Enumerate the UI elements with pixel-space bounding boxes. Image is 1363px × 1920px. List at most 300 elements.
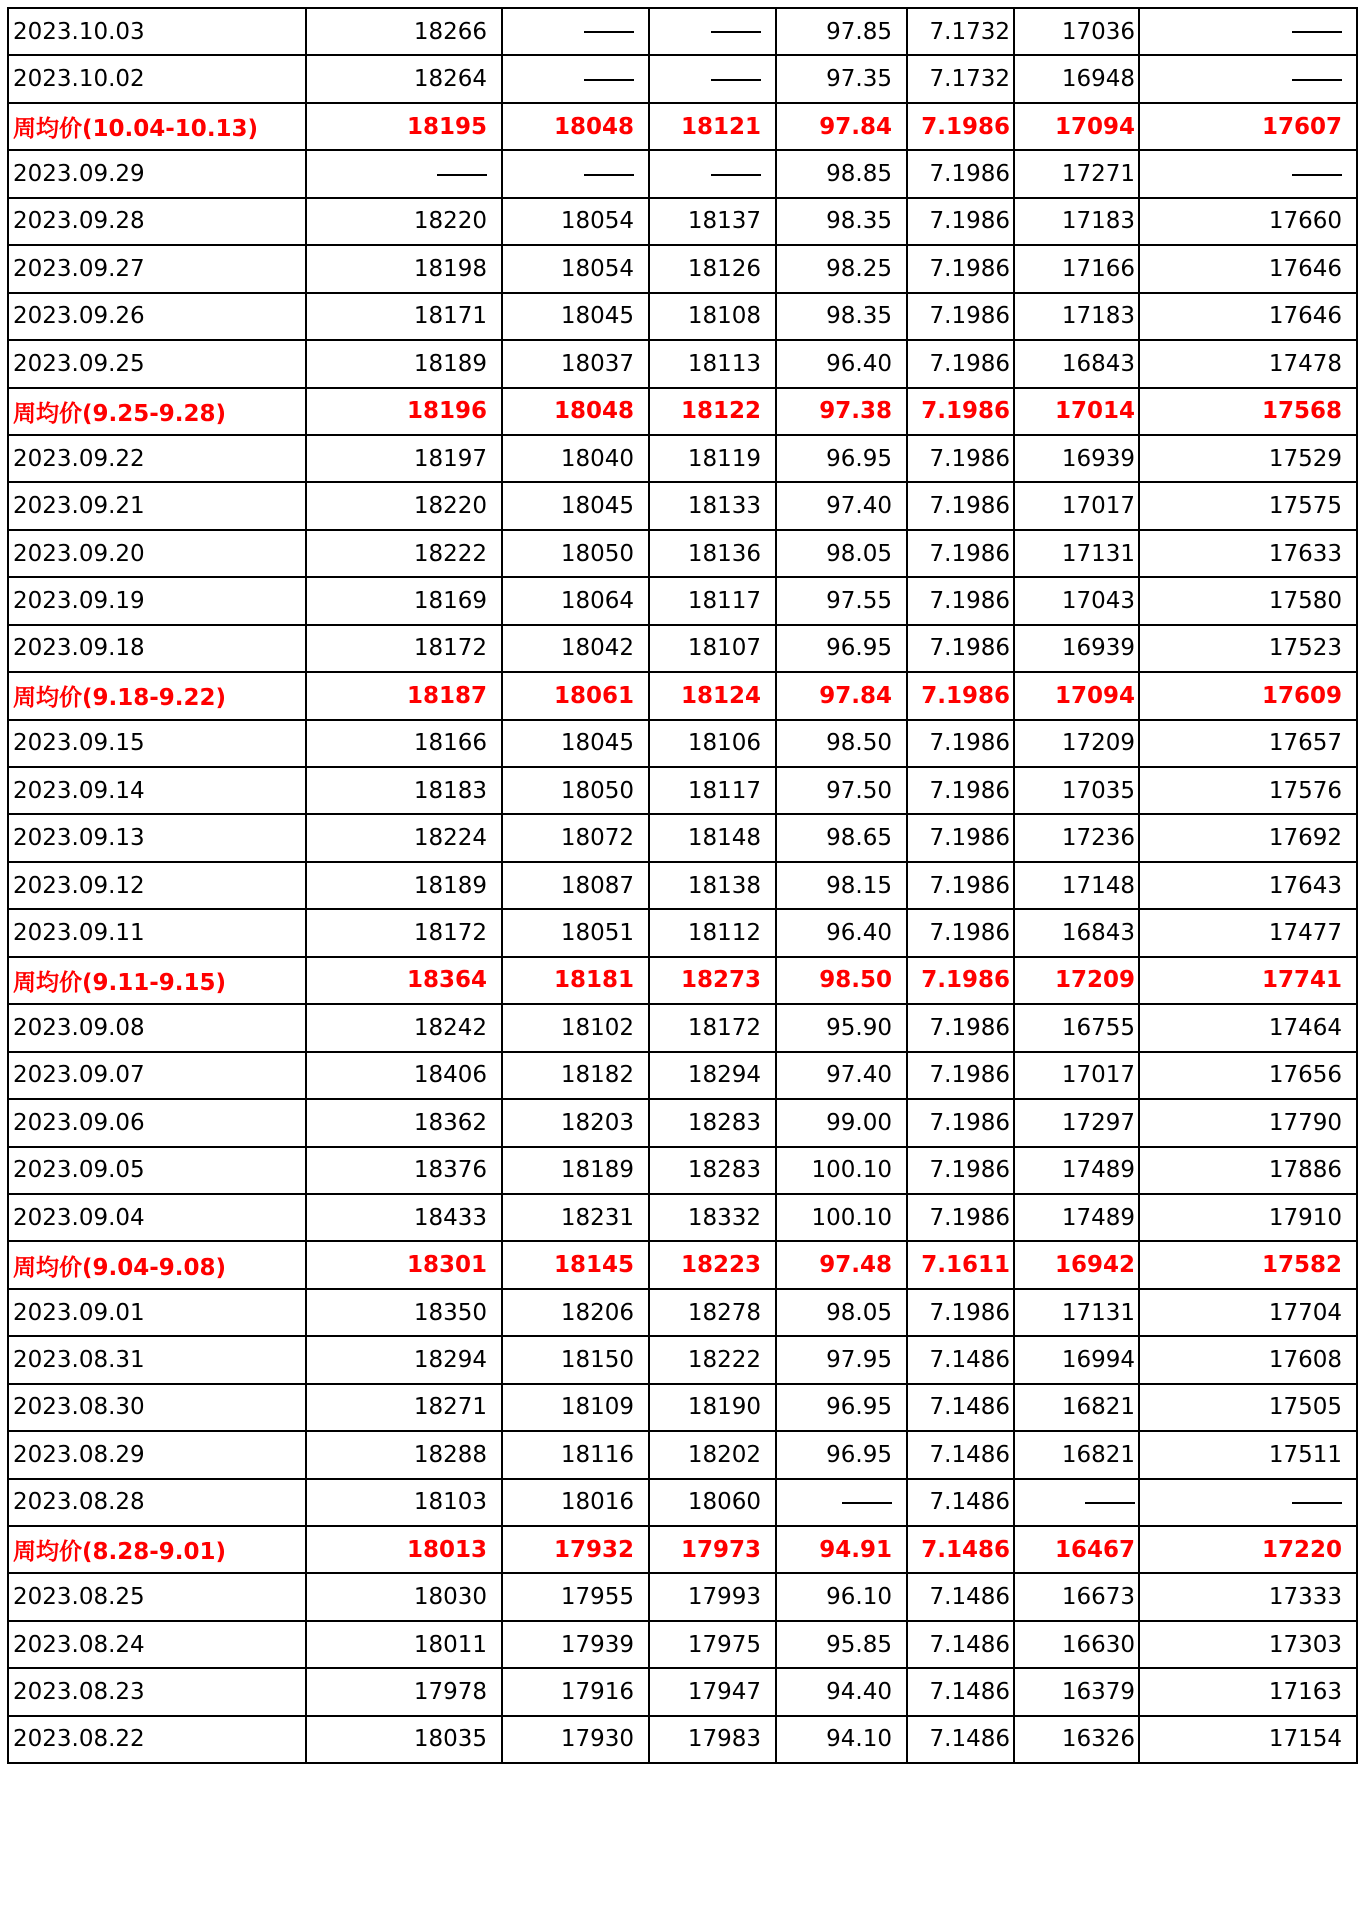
value-1-cell: 18264 — [306, 55, 502, 102]
value-4-cell: 98.35 — [776, 198, 907, 245]
value-5-cell: 7.1986 — [907, 1194, 1014, 1241]
value-5-cell: 7.1611 — [907, 1241, 1014, 1288]
value-5-cell: 7.1486 — [907, 1479, 1014, 1526]
value-6-cell: 16821 — [1014, 1431, 1139, 1478]
value-5-cell: 7.1486 — [907, 1621, 1014, 1668]
value-3-cell: 18273 — [649, 957, 776, 1004]
table-body — [8, 8, 1357, 1763]
table-row — [8, 767, 1357, 814]
value-7-cell: 17741 — [1139, 957, 1357, 1004]
value-7-cell: 17529 — [1139, 435, 1357, 482]
value-6-cell: 17131 — [1014, 1289, 1139, 1336]
table-row — [8, 530, 1357, 577]
table-row — [8, 625, 1357, 672]
value-6-cell: 16948 — [1014, 55, 1139, 102]
value-1-cell: 18013 — [306, 1526, 502, 1573]
value-4-cell: 96.40 — [776, 909, 907, 956]
value-4-cell: 97.84 — [776, 672, 907, 719]
value-3-cell: 18060 — [649, 1479, 776, 1526]
value-6-cell: 16379 — [1014, 1668, 1139, 1715]
value-2-cell: 18145 — [502, 1241, 649, 1288]
empty-value-dash — [1292, 174, 1342, 176]
value-6-cell: 16755 — [1014, 1004, 1139, 1051]
table-row — [8, 1289, 1357, 1336]
value-5-cell: 7.1986 — [907, 767, 1014, 814]
value-4-cell — [776, 1479, 907, 1526]
table-row — [8, 1431, 1357, 1478]
value-3-cell: 18148 — [649, 814, 776, 861]
empty-value-dash — [437, 174, 487, 176]
value-3-cell: 17983 — [649, 1716, 776, 1763]
table-row — [8, 1479, 1357, 1526]
value-7-cell: 17609 — [1139, 672, 1357, 719]
value-3-cell: 18117 — [649, 577, 776, 624]
value-2-cell: 18102 — [502, 1004, 649, 1051]
value-1-cell: 18103 — [306, 1479, 502, 1526]
value-1-cell: 18224 — [306, 814, 502, 861]
empty-value-dash — [1085, 1502, 1135, 1504]
value-2-cell: 18087 — [502, 862, 649, 909]
value-3-cell: 18283 — [649, 1147, 776, 1194]
value-1-cell: 18198 — [306, 245, 502, 292]
weekly-average-row — [8, 1526, 1357, 1573]
date-cell: 周均价(10.04-10.13) — [8, 103, 306, 150]
table-row — [8, 814, 1357, 861]
value-2-cell: 18189 — [502, 1147, 649, 1194]
value-6-cell: 16939 — [1014, 625, 1139, 672]
empty-value-dash — [584, 174, 634, 176]
value-4-cell: 96.10 — [776, 1573, 907, 1620]
value-4-cell: 98.65 — [776, 814, 907, 861]
value-7-cell: 17582 — [1139, 1241, 1357, 1288]
date-cell: 2023.08.22 — [8, 1716, 306, 1763]
table-row — [8, 1147, 1357, 1194]
date-cell: 2023.09.29 — [8, 150, 306, 197]
table-row — [8, 293, 1357, 340]
value-7-cell: 17220 — [1139, 1526, 1357, 1573]
value-5-cell: 7.1986 — [907, 625, 1014, 672]
date-cell: 2023.09.04 — [8, 1194, 306, 1241]
value-1-cell: 18035 — [306, 1716, 502, 1763]
date-cell: 2023.10.03 — [8, 8, 306, 55]
value-2-cell: 17930 — [502, 1716, 649, 1763]
table-row — [8, 577, 1357, 624]
value-2-cell: 18061 — [502, 672, 649, 719]
value-4-cell: 96.95 — [776, 1431, 907, 1478]
table-row — [8, 1384, 1357, 1431]
empty-value-dash — [711, 174, 761, 176]
value-4-cell: 100.10 — [776, 1194, 907, 1241]
value-6-cell: 17271 — [1014, 150, 1139, 197]
value-5-cell: 7.1732 — [907, 55, 1014, 102]
value-2-cell: 18182 — [502, 1052, 649, 1099]
value-2-cell: 18040 — [502, 435, 649, 482]
price-table — [7, 7, 1358, 1764]
value-3-cell: 18133 — [649, 482, 776, 529]
value-7-cell: 17608 — [1139, 1336, 1357, 1383]
date-cell: 2023.09.27 — [8, 245, 306, 292]
value-3-cell: 18138 — [649, 862, 776, 909]
value-2-cell: 18048 — [502, 103, 649, 150]
value-5-cell: 7.1486 — [907, 1526, 1014, 1573]
value-4-cell: 98.85 — [776, 150, 907, 197]
value-2-cell: 18050 — [502, 767, 649, 814]
value-1-cell: 18271 — [306, 1384, 502, 1431]
table-row — [8, 245, 1357, 292]
table-row — [8, 1621, 1357, 1668]
value-5-cell: 7.1986 — [907, 1147, 1014, 1194]
value-7-cell: 17886 — [1139, 1147, 1357, 1194]
value-5-cell: 7.1986 — [907, 198, 1014, 245]
value-6-cell: 17017 — [1014, 482, 1139, 529]
value-5-cell: 7.1986 — [907, 814, 1014, 861]
value-6-cell: 17094 — [1014, 103, 1139, 150]
value-1-cell: 18166 — [306, 720, 502, 767]
value-1-cell: 18266 — [306, 8, 502, 55]
value-1-cell: 18196 — [306, 388, 502, 435]
value-4-cell: 96.95 — [776, 435, 907, 482]
value-6-cell: 17183 — [1014, 293, 1139, 340]
value-4-cell: 98.15 — [776, 862, 907, 909]
value-7-cell: 17303 — [1139, 1621, 1357, 1668]
value-3-cell: 18121 — [649, 103, 776, 150]
value-1-cell: 18294 — [306, 1336, 502, 1383]
value-2-cell — [502, 55, 649, 102]
value-2-cell: 18072 — [502, 814, 649, 861]
value-1-cell: 18220 — [306, 198, 502, 245]
value-4-cell: 96.95 — [776, 1384, 907, 1431]
value-5-cell: 7.1986 — [907, 577, 1014, 624]
value-3-cell: 18283 — [649, 1099, 776, 1146]
date-cell: 周均价(9.18-9.22) — [8, 672, 306, 719]
value-7-cell — [1139, 1479, 1357, 1526]
value-4-cell: 96.95 — [776, 625, 907, 672]
value-5-cell: 7.1732 — [907, 8, 1014, 55]
table-row — [8, 8, 1357, 55]
value-1-cell: 18172 — [306, 909, 502, 956]
value-4-cell: 97.48 — [776, 1241, 907, 1288]
value-2-cell: 18150 — [502, 1336, 649, 1383]
value-3-cell: 17947 — [649, 1668, 776, 1715]
value-6-cell: 16326 — [1014, 1716, 1139, 1763]
value-7-cell: 17790 — [1139, 1099, 1357, 1146]
value-1-cell: 18376 — [306, 1147, 502, 1194]
value-7-cell: 17646 — [1139, 293, 1357, 340]
value-4-cell: 97.55 — [776, 577, 907, 624]
value-2-cell: 18042 — [502, 625, 649, 672]
date-cell: 周均价(9.04-9.08) — [8, 1241, 306, 1288]
value-3-cell: 18119 — [649, 435, 776, 482]
value-2-cell: 18051 — [502, 909, 649, 956]
date-cell: 2023.08.30 — [8, 1384, 306, 1431]
date-cell: 2023.09.28 — [8, 198, 306, 245]
value-2-cell: 18037 — [502, 340, 649, 387]
value-1-cell: 18172 — [306, 625, 502, 672]
table-row — [8, 1336, 1357, 1383]
value-3-cell: 17975 — [649, 1621, 776, 1668]
value-1-cell: 18350 — [306, 1289, 502, 1336]
value-2-cell: 18231 — [502, 1194, 649, 1241]
value-1-cell: 18195 — [306, 103, 502, 150]
value-3-cell: 18122 — [649, 388, 776, 435]
date-cell: 2023.08.23 — [8, 1668, 306, 1715]
value-2-cell: 17916 — [502, 1668, 649, 1715]
table-row — [8, 482, 1357, 529]
value-4-cell: 97.40 — [776, 1052, 907, 1099]
value-4-cell: 98.35 — [776, 293, 907, 340]
value-3-cell: 18202 — [649, 1431, 776, 1478]
date-cell: 2023.10.02 — [8, 55, 306, 102]
value-7-cell: 17704 — [1139, 1289, 1357, 1336]
value-5-cell: 7.1986 — [907, 150, 1014, 197]
value-4-cell: 98.50 — [776, 957, 907, 1004]
value-2-cell: 18181 — [502, 957, 649, 1004]
table-row — [8, 55, 1357, 102]
table-row — [8, 150, 1357, 197]
value-6-cell: 17297 — [1014, 1099, 1139, 1146]
table-row — [8, 1004, 1357, 1051]
value-1-cell: 18301 — [306, 1241, 502, 1288]
value-6-cell: 16673 — [1014, 1573, 1139, 1620]
value-6-cell: 17035 — [1014, 767, 1139, 814]
value-5-cell: 7.1986 — [907, 909, 1014, 956]
value-1-cell: 18171 — [306, 293, 502, 340]
table-row — [8, 435, 1357, 482]
date-cell: 2023.08.29 — [8, 1431, 306, 1478]
value-3-cell: 18124 — [649, 672, 776, 719]
value-7-cell: 17633 — [1139, 530, 1357, 577]
value-1-cell: 18189 — [306, 862, 502, 909]
value-7-cell: 17511 — [1139, 1431, 1357, 1478]
value-3-cell: 17993 — [649, 1573, 776, 1620]
date-cell: 2023.08.25 — [8, 1573, 306, 1620]
value-4-cell: 94.40 — [776, 1668, 907, 1715]
value-5-cell: 7.1986 — [907, 672, 1014, 719]
value-7-cell: 17692 — [1139, 814, 1357, 861]
value-5-cell: 7.1986 — [907, 862, 1014, 909]
value-4-cell: 94.91 — [776, 1526, 907, 1573]
value-6-cell: 17148 — [1014, 862, 1139, 909]
date-cell: 2023.09.19 — [8, 577, 306, 624]
value-1-cell: 18242 — [306, 1004, 502, 1051]
date-cell: 2023.09.11 — [8, 909, 306, 956]
value-6-cell: 17014 — [1014, 388, 1139, 435]
value-3-cell: 18278 — [649, 1289, 776, 1336]
value-6-cell: 17489 — [1014, 1194, 1139, 1241]
value-4-cell: 97.85 — [776, 8, 907, 55]
value-2-cell — [502, 8, 649, 55]
value-3-cell: 18108 — [649, 293, 776, 340]
value-5-cell: 7.1986 — [907, 1099, 1014, 1146]
value-7-cell: 17910 — [1139, 1194, 1357, 1241]
value-5-cell: 7.1986 — [907, 482, 1014, 529]
value-3-cell: 18190 — [649, 1384, 776, 1431]
table-row — [8, 340, 1357, 387]
value-1-cell: 18433 — [306, 1194, 502, 1241]
value-5-cell: 7.1986 — [907, 435, 1014, 482]
table-row — [8, 1194, 1357, 1241]
weekly-average-row — [8, 388, 1357, 435]
value-4-cell: 97.84 — [776, 103, 907, 150]
value-4-cell: 98.50 — [776, 720, 907, 767]
value-7-cell: 17657 — [1139, 720, 1357, 767]
weekly-average-row — [8, 1241, 1357, 1288]
date-cell: 2023.08.24 — [8, 1621, 306, 1668]
table-row — [8, 198, 1357, 245]
empty-value-dash — [1292, 1502, 1342, 1504]
value-3-cell — [649, 8, 776, 55]
date-cell: 2023.09.25 — [8, 340, 306, 387]
value-1-cell: 18189 — [306, 340, 502, 387]
value-3-cell: 18172 — [649, 1004, 776, 1051]
value-5-cell: 7.1486 — [907, 1573, 1014, 1620]
value-2-cell: 18109 — [502, 1384, 649, 1431]
value-1-cell: 18187 — [306, 672, 502, 719]
value-5-cell: 7.1486 — [907, 1384, 1014, 1431]
value-2-cell: 18054 — [502, 198, 649, 245]
value-7-cell: 17333 — [1139, 1573, 1357, 1620]
value-3-cell: 18137 — [649, 198, 776, 245]
value-6-cell: 16994 — [1014, 1336, 1139, 1383]
value-6-cell — [1014, 1479, 1139, 1526]
value-4-cell: 97.50 — [776, 767, 907, 814]
value-6-cell: 17183 — [1014, 198, 1139, 245]
value-3-cell: 18107 — [649, 625, 776, 672]
date-cell: 2023.08.28 — [8, 1479, 306, 1526]
value-7-cell: 17656 — [1139, 1052, 1357, 1099]
date-cell: 周均价(9.25-9.28) — [8, 388, 306, 435]
value-1-cell: 18183 — [306, 767, 502, 814]
value-6-cell: 17043 — [1014, 577, 1139, 624]
value-4-cell: 96.40 — [776, 340, 907, 387]
value-4-cell: 97.35 — [776, 55, 907, 102]
date-cell: 2023.09.13 — [8, 814, 306, 861]
value-5-cell: 7.1986 — [907, 340, 1014, 387]
value-7-cell — [1139, 150, 1357, 197]
value-7-cell: 17607 — [1139, 103, 1357, 150]
value-7-cell: 17646 — [1139, 245, 1357, 292]
date-cell: 2023.09.22 — [8, 435, 306, 482]
value-7-cell: 17568 — [1139, 388, 1357, 435]
value-1-cell: 18197 — [306, 435, 502, 482]
value-3-cell — [649, 150, 776, 197]
value-7-cell: 17478 — [1139, 340, 1357, 387]
value-2-cell: 17939 — [502, 1621, 649, 1668]
value-7-cell — [1139, 8, 1357, 55]
value-5-cell: 7.1486 — [907, 1336, 1014, 1383]
value-6-cell: 17236 — [1014, 814, 1139, 861]
value-4-cell: 95.85 — [776, 1621, 907, 1668]
value-3-cell: 18222 — [649, 1336, 776, 1383]
value-2-cell: 18116 — [502, 1431, 649, 1478]
date-cell: 2023.09.20 — [8, 530, 306, 577]
date-cell: 2023.09.15 — [8, 720, 306, 767]
value-1-cell: 18169 — [306, 577, 502, 624]
value-6-cell: 17131 — [1014, 530, 1139, 577]
value-2-cell: 18054 — [502, 245, 649, 292]
value-6-cell: 17209 — [1014, 720, 1139, 767]
value-5-cell: 7.1986 — [907, 720, 1014, 767]
empty-value-dash — [584, 79, 634, 81]
table-row — [8, 862, 1357, 909]
value-2-cell: 18064 — [502, 577, 649, 624]
value-7-cell — [1139, 55, 1357, 102]
value-3-cell: 18332 — [649, 1194, 776, 1241]
value-6-cell: 16467 — [1014, 1526, 1139, 1573]
value-5-cell: 7.1986 — [907, 103, 1014, 150]
date-cell: 2023.08.31 — [8, 1336, 306, 1383]
value-6-cell: 17094 — [1014, 672, 1139, 719]
table-row — [8, 720, 1357, 767]
value-7-cell: 17643 — [1139, 862, 1357, 909]
value-5-cell: 7.1986 — [907, 530, 1014, 577]
value-3-cell: 18126 — [649, 245, 776, 292]
value-2-cell: 18048 — [502, 388, 649, 435]
value-6-cell: 16821 — [1014, 1384, 1139, 1431]
value-5-cell: 7.1486 — [907, 1716, 1014, 1763]
value-7-cell: 17154 — [1139, 1716, 1357, 1763]
value-7-cell: 17580 — [1139, 577, 1357, 624]
table-row — [8, 1099, 1357, 1146]
empty-value-dash — [584, 31, 634, 33]
value-2-cell: 18045 — [502, 293, 649, 340]
value-7-cell: 17477 — [1139, 909, 1357, 956]
value-1-cell: 18364 — [306, 957, 502, 1004]
value-5-cell: 7.1986 — [907, 293, 1014, 340]
value-5-cell: 7.1486 — [907, 1431, 1014, 1478]
value-1-cell: 18362 — [306, 1099, 502, 1146]
date-cell: 周均价(9.11-9.15) — [8, 957, 306, 1004]
value-3-cell: 18223 — [649, 1241, 776, 1288]
date-cell: 2023.09.12 — [8, 862, 306, 909]
value-6-cell: 17209 — [1014, 957, 1139, 1004]
date-cell: 2023.09.06 — [8, 1099, 306, 1146]
date-cell: 2023.09.21 — [8, 482, 306, 529]
value-3-cell — [649, 55, 776, 102]
date-cell: 2023.09.07 — [8, 1052, 306, 1099]
value-1-cell: 18220 — [306, 482, 502, 529]
value-2-cell: 18050 — [502, 530, 649, 577]
empty-value-dash — [711, 31, 761, 33]
value-1-cell: 18288 — [306, 1431, 502, 1478]
value-3-cell: 18136 — [649, 530, 776, 577]
value-6-cell: 16843 — [1014, 909, 1139, 956]
empty-value-dash — [842, 1502, 892, 1504]
value-2-cell: 18045 — [502, 482, 649, 529]
value-6-cell: 16942 — [1014, 1241, 1139, 1288]
value-3-cell: 18294 — [649, 1052, 776, 1099]
table-row — [8, 1668, 1357, 1715]
value-4-cell: 99.00 — [776, 1099, 907, 1146]
value-2-cell: 18016 — [502, 1479, 649, 1526]
value-3-cell: 18112 — [649, 909, 776, 956]
value-1-cell: 17978 — [306, 1668, 502, 1715]
value-5-cell: 7.1986 — [907, 245, 1014, 292]
value-6-cell: 17489 — [1014, 1147, 1139, 1194]
value-3-cell: 18113 — [649, 340, 776, 387]
date-cell: 2023.09.18 — [8, 625, 306, 672]
table-row — [8, 1052, 1357, 1099]
date-cell: 2023.09.08 — [8, 1004, 306, 1051]
table-row — [8, 1573, 1357, 1620]
value-6-cell: 16843 — [1014, 340, 1139, 387]
empty-value-dash — [1292, 79, 1342, 81]
empty-value-dash — [711, 79, 761, 81]
value-7-cell: 17660 — [1139, 198, 1357, 245]
value-6-cell: 16939 — [1014, 435, 1139, 482]
value-1-cell: 18030 — [306, 1573, 502, 1620]
value-2-cell: 17955 — [502, 1573, 649, 1620]
